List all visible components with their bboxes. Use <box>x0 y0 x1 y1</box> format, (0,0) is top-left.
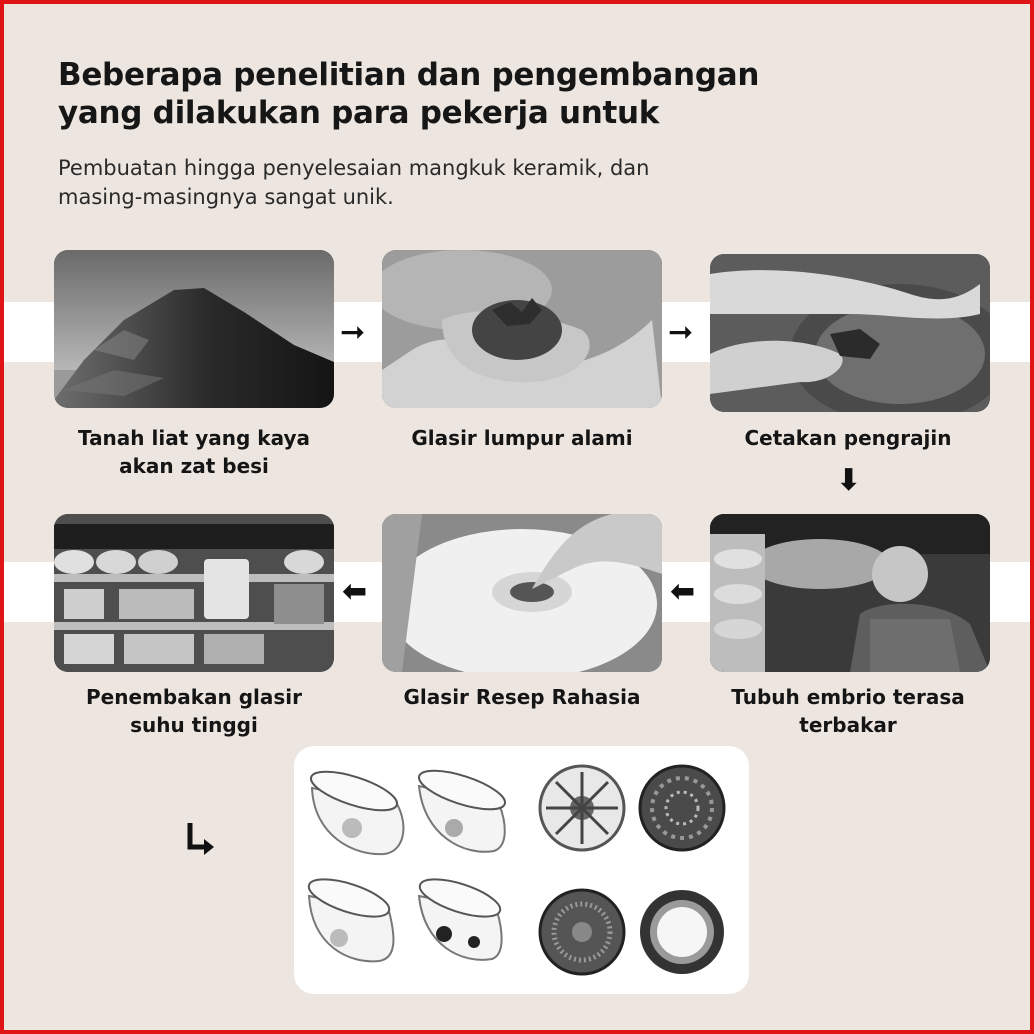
subtitle-line-2: masing-masingnya sangat unik. <box>58 185 394 209</box>
step-3-caption <box>698 424 998 452</box>
title-line-2: yang dilakukan para pekerja untuk <box>58 95 660 131</box>
worker-with-bowls-photo <box>710 514 990 672</box>
hands-shaping-clay-photo <box>710 254 990 412</box>
step-5-line-1: Glasir Resep Rahasia <box>403 685 641 709</box>
rimmed-plate-icon <box>640 890 724 974</box>
step-6-line-1: Penembakan glasir <box>86 685 302 709</box>
subtitle-line-1: Pembuatan hingga penyelesaian mangkuk keramik, dan <box>58 156 650 180</box>
corner-arrow-icon <box>184 819 220 859</box>
spoke-pattern-plate-icon <box>540 766 624 850</box>
mandala-plate-icon <box>540 890 624 974</box>
fired-ceramics-shelves-photo <box>54 514 334 672</box>
floral-pattern-plate-icon <box>640 766 724 850</box>
cow-bowl-icon <box>416 872 505 960</box>
step-4-line-1: Tubuh embrio terasa <box>731 685 965 709</box>
tiger-bowl-icon <box>415 763 509 852</box>
arrow-right-2: ➞ <box>668 315 694 350</box>
step-5-caption <box>372 683 672 711</box>
bear-bowl-icon <box>307 764 404 854</box>
arrow-left-1: ⬅ <box>342 574 368 609</box>
step-6-caption <box>44 683 344 739</box>
step-1-line-1: Tanah liat yang kaya <box>78 426 310 450</box>
step-3-line-1: Cetakan pengrajin <box>744 426 952 450</box>
glaze-dipping-photo <box>382 514 662 672</box>
step-1-caption <box>44 424 344 480</box>
arrow-left-2: ⬅ <box>670 574 696 609</box>
title-line-1: Beberapa penelitian dan pengembangan <box>58 57 760 93</box>
clay-mound-photo <box>54 250 334 408</box>
step-4-caption <box>698 683 998 739</box>
bear-bowl-2-icon <box>305 872 394 962</box>
step-4-line-2: terbakar <box>799 713 897 737</box>
step-1-line-2: akan zat besi <box>119 454 269 478</box>
hands-holding-clay-photo <box>382 250 662 408</box>
step-2-line-1: Glasir lumpur alami <box>411 426 633 450</box>
step-2-caption <box>372 424 672 452</box>
step-6-line-2: suhu tinggi <box>130 713 258 737</box>
page-subtitle <box>58 154 818 212</box>
product-panel <box>294 746 749 994</box>
arrow-right-1: ➞ <box>340 315 366 350</box>
arrow-down: ⬇ <box>836 463 862 498</box>
page-title <box>58 56 858 132</box>
